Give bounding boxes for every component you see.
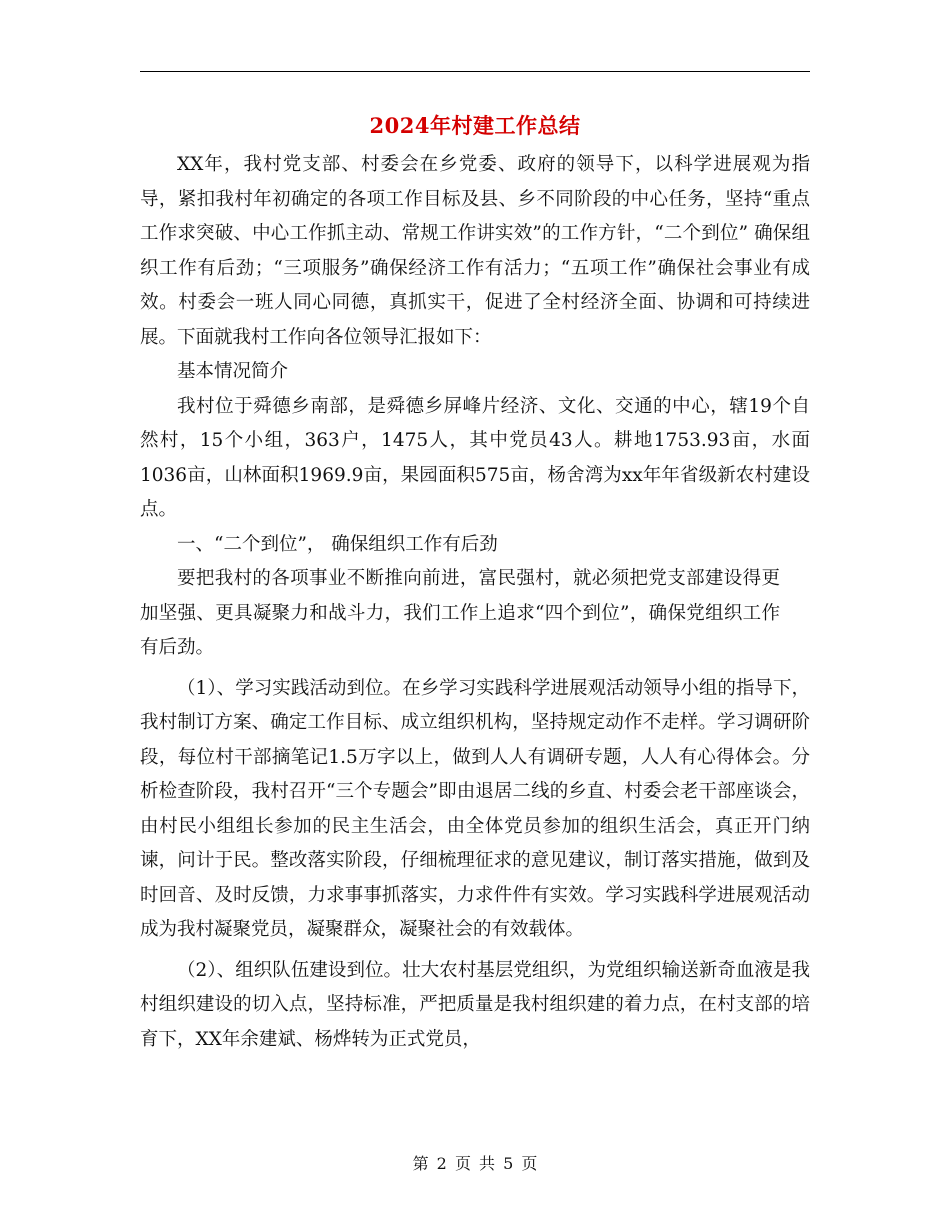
document-title: 2024年村建工作总结 bbox=[369, 113, 581, 138]
section-heading-one: 一、“二个到位”， 确保组织工作有后劲 bbox=[177, 533, 498, 555]
paragraph-section-one: 要把我村的各项事业不断推向前进，富民强村，就必须把党支部建设得更加坚强、更具凝聚力和战斗力，我们工作上追求“四个到位”，确保党组织工作有后劲。 bbox=[140, 568, 780, 658]
header-rule bbox=[140, 71, 810, 72]
paragraph-intro: XX年，我村党支部、村委会在乡党委、政府的领导下，以科学进展观为指导，紧扣我村年初确定的各项工作目标及县、乡不同阶段的中心任务，坚持“重点工作求突破、中心工作抓主动、常规工作讲实效”的工作方针，“二个到位” 确保组织工作有后劲；“三项服务”确保经济工作有活力；“五项工作”确保社会事业有成效。村委会一班人同心同德，真抓实干，促进了全村经济全面、协调和可持续进展。下面就我村工作向各位领导汇报如下： bbox=[140, 154, 810, 348]
paragraph-item-2: （2）、组织队伍建设到位。壮大农村基层党组织，为党组织输送新奇血液是我村组织建设的切入点，坚持标准，严把质量是我村组织建的着力点，在村支部的培育下，XX年余建斌、杨烨转为正式党员， bbox=[140, 959, 810, 1050]
paragraph-item-1: （1）、学习实践活动到位。在乡学习实践科学进展观活动领导小组的指导下，我村制订方案、确定工作目标、成立组织机构，坚持规定动作不走样。学习调研阶段，每位村干部摘笔记1.5万字以上，做到人人有调研专题，人人有心得体会。分析检查阶段，我村召开“三个专题会”即由退居二线的乡直、村委会老干部座谈会，由村民小组组长参加的民主生活会，由全体党员参加的组织生活会，真正开门纳谏，问计于民。整改落实阶段，仔细梳理征求的意见建议，制订落实措施，做到及时回音、及时反馈，力求事事抓落实，力求件件有实效。学习实践科学进展观活动成为我村凝聚党员，凝聚群众，凝聚社会的有效载体。 bbox=[140, 677, 810, 940]
paragraph-basic-info: 我村位于舜德乡南部，是舜德乡屏峰片经济、文化、交通的中心，辖19个自然村，15个小组，363户，1475人，其中党员43人。耕地1753.93亩，水面1036亩，山林面积1969.9亩，果园面积575亩，杨舍湾为xx年年省级新农村建设点。 bbox=[140, 395, 810, 520]
page-number-footer: 第 2 页 共 5 页 bbox=[412, 1154, 538, 1173]
section-heading-basic: 基本情况简介 bbox=[177, 361, 289, 382]
document-body bbox=[140, 148, 810, 1057]
